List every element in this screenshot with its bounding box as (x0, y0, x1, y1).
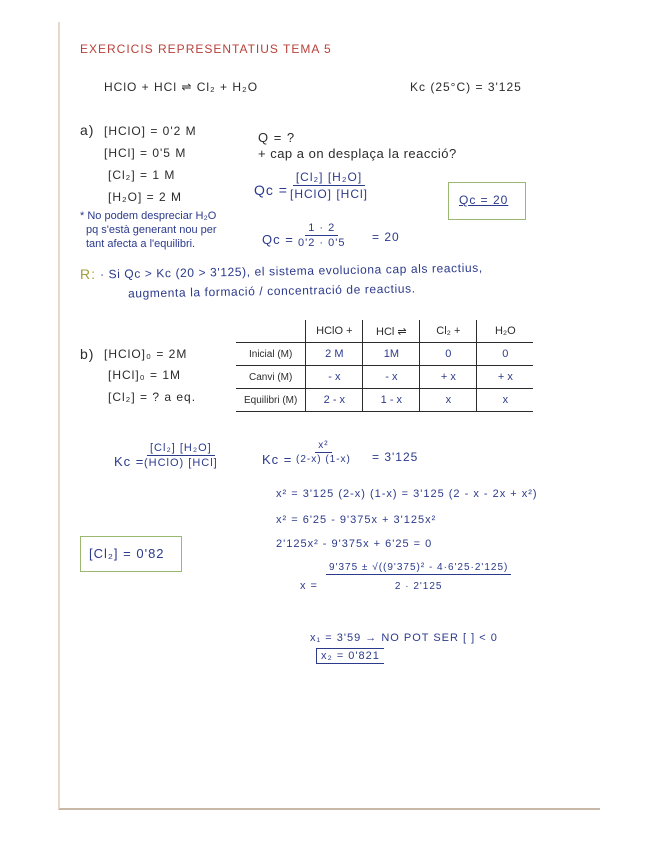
table-cell: 1M (363, 343, 420, 366)
step-3: 2'125x² - 9'375x + 6'25 = 0 (276, 538, 433, 550)
paper-sheet (58, 22, 600, 810)
qc-expression (290, 170, 368, 201)
answer-prefix: R: (80, 266, 96, 282)
answer-line-2: augmenta la formació / concentració de reactius. (127, 281, 416, 301)
qc-calculation (298, 222, 345, 249)
table-cell: 1 - x (363, 389, 420, 412)
table-cell: - x (306, 366, 363, 389)
table-cell: 0 (420, 343, 477, 366)
header-cell: HClO + (306, 320, 363, 343)
table-row (236, 343, 533, 366)
quadratic-numerator: 9'375 ± √((9'375)² - 4·6'25·2'125) (326, 562, 511, 575)
qc-label: Qc = (254, 182, 288, 198)
table-row (236, 366, 533, 389)
table-cell: 2 M (306, 343, 363, 366)
kc-numerator: [Cl₂] [H₂O] (147, 442, 215, 456)
ice-table-header (236, 320, 533, 343)
question-direction: + cap a on desplaça la reacció? (258, 146, 457, 161)
kc2-label: Kc = (262, 452, 293, 467)
header-cell (236, 320, 306, 343)
given-cl2-question: [Cl₂] = ? a eq. (108, 390, 197, 404)
qc-calc-denominator: 0'2 · 0'5 (298, 237, 346, 249)
reaction-equation: HClO + HCl ⇌ Cl₂ + H₂O (104, 80, 259, 94)
qc-result-box (448, 182, 526, 220)
qc-calc-result: = 20 (372, 230, 400, 244)
quadratic-formula (326, 562, 511, 592)
table-cell: + x (420, 366, 477, 389)
qc-result: Qc = 20 (459, 193, 509, 207)
part-a-label: a) (80, 122, 95, 138)
answer-line-1: · Si Qc > Kc (20 > 3'125), el sistema evoluciona cap als reactius, (99, 260, 483, 282)
step-1: x² = 3'125 (2-x) (1-x) = 3'125 (2 - x - 2x + x²) (276, 488, 538, 500)
row-label: Equilibri (M) (236, 389, 306, 412)
kc2-expression (296, 440, 351, 465)
table-cell: x (477, 389, 534, 412)
given-hclo-initial: [HClO]₀ = 2M (104, 347, 188, 361)
question-q: Q = ? (258, 130, 296, 145)
kc-value: Kc (25°C) = 3'125 (410, 80, 522, 94)
cl2-result: [Cl₂] = 0'82 (89, 546, 165, 561)
given-hcl-initial: [HCl]₀ = 1M (108, 368, 181, 382)
header-cell: H₂O (477, 320, 534, 343)
qc-calc-numerator: 1 · 2 (305, 222, 338, 236)
given-hcl: [HCl] = 0'5 M (104, 146, 187, 160)
row-label: Canvi (M) (236, 366, 306, 389)
note-line-3: tant afecta a l'equilibri. (86, 238, 196, 250)
step-2: x² = 6'25 - 9'375x + 3'125x² (276, 514, 437, 526)
note-line-2: pq s'està generant nou per (86, 224, 217, 236)
kc2-numerator: x² (315, 440, 331, 453)
qc-calc-label: Qc = (262, 232, 294, 247)
table-cell: - x (363, 366, 420, 389)
row-label: Inicial (M) (236, 343, 306, 366)
table-row (236, 389, 533, 412)
root-x1: x₁ = 3'59 → NO POT SER [ ] < 0 (310, 632, 498, 644)
kc2-result: = 3'125 (372, 450, 419, 464)
quadratic-denominator: 2 · 2'125 (394, 581, 443, 592)
kc2-denominator: (2-x) (1-x) (296, 454, 351, 465)
table-cell: + x (477, 366, 534, 389)
given-cl2: [Cl₂] = 1 M (108, 168, 176, 182)
table-cell: 2 - x (306, 389, 363, 412)
qc-denominator: [HClO] [HCl] (290, 187, 368, 201)
qc-numerator: [Cl₂] [H₂O] (293, 170, 365, 186)
table-cell: 0 (477, 343, 534, 366)
given-hclo: [HClO] = 0'2 M (104, 124, 197, 138)
part-b-label: b) (80, 346, 95, 362)
result-box (80, 536, 182, 572)
page-title: EXERCICIS REPRESENTATIUS TEMA 5 (80, 42, 332, 56)
ice-table (236, 320, 533, 412)
kc-label: Kc = (114, 454, 145, 469)
kc-expression (144, 442, 218, 469)
header-cell: HCl ⇌ (363, 320, 420, 343)
quadratic-label: x = (300, 580, 318, 592)
header-cell: Cl₂ + (420, 320, 477, 343)
note-line-1: * No podem despreciar H₂O (80, 210, 217, 222)
table-cell: x (420, 389, 477, 412)
root-x2: x₂ = 0'821 (316, 648, 384, 664)
given-h2o: [H₂O] = 2 M (108, 190, 183, 204)
kc-denominator: (HClO) [HCl] (144, 457, 218, 469)
